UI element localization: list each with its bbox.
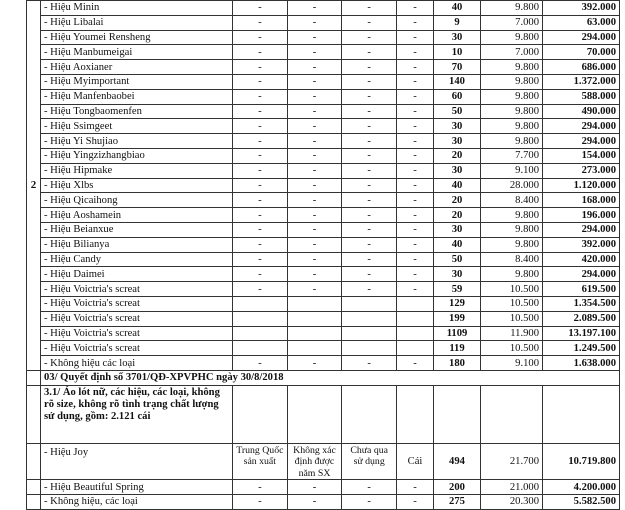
unit-cell: - bbox=[397, 134, 434, 149]
year-cell: - bbox=[287, 193, 342, 208]
unit-cell bbox=[397, 341, 434, 356]
item-name: - Hiệu Voictria's screat bbox=[41, 341, 233, 356]
unit-cell: - bbox=[397, 74, 434, 89]
year-cell: - bbox=[287, 60, 342, 75]
total-cell: 4.200.000 bbox=[543, 480, 620, 495]
total-cell: 196.000 bbox=[543, 208, 620, 223]
item-name: - Hiệu Aoxianer bbox=[41, 60, 233, 75]
year-cell bbox=[287, 326, 342, 341]
usage-cell bbox=[342, 326, 397, 341]
usage-cell: - bbox=[342, 60, 397, 75]
unit-price-cell: 7.000 bbox=[481, 15, 543, 30]
year-cell bbox=[287, 296, 342, 311]
unit-cell: - bbox=[397, 356, 434, 371]
item-name: - Không hiệu các loại bbox=[41, 356, 233, 371]
usage-cell: - bbox=[342, 30, 397, 45]
table-row bbox=[27, 495, 620, 510]
quantity-cell: 59 bbox=[434, 282, 481, 297]
origin-cell: - bbox=[233, 119, 288, 134]
quantity-cell: 140 bbox=[434, 74, 481, 89]
table-row bbox=[27, 104, 620, 119]
unit-cell: - bbox=[397, 282, 434, 297]
year-cell: - bbox=[287, 237, 342, 252]
unit-price-cell: 8.400 bbox=[481, 252, 543, 267]
unit-cell: - bbox=[397, 1, 434, 16]
year-cell: - bbox=[287, 356, 342, 371]
total-cell: 294.000 bbox=[543, 267, 620, 282]
quantity-cell: 10 bbox=[434, 45, 481, 60]
origin-cell: Trung Quốc sản xuất bbox=[233, 443, 288, 480]
year-cell: - bbox=[287, 134, 342, 149]
total-cell: 154.000 bbox=[543, 148, 620, 163]
subsection-description: 3.1/ Áo lót nữ, các hiệu, các loại, không rõ size, không rõ tình trạng chất lượng sử dụng, gồm: 2.121 cái bbox=[41, 385, 233, 443]
total-cell: 273.000 bbox=[543, 163, 620, 178]
total-cell: 619.500 bbox=[543, 282, 620, 297]
item-name: - Hiệu Libalai bbox=[41, 15, 233, 30]
total-cell: 1.249.500 bbox=[543, 341, 620, 356]
table-row bbox=[27, 134, 620, 149]
unit-cell: - bbox=[397, 480, 434, 495]
table-row bbox=[27, 267, 620, 282]
quantity-cell: 60 bbox=[434, 89, 481, 104]
item-name: - Hiệu Ssimgeet bbox=[41, 119, 233, 134]
unit-price-cell: 9.800 bbox=[481, 237, 543, 252]
unit-price-cell: 9.800 bbox=[481, 119, 543, 134]
origin-cell: - bbox=[233, 163, 288, 178]
origin-cell: - bbox=[233, 134, 288, 149]
unit-cell: - bbox=[397, 252, 434, 267]
origin-cell: - bbox=[233, 267, 288, 282]
total-cell: 63.000 bbox=[543, 15, 620, 30]
item-name: - Hiệu Beautiful Spring bbox=[41, 480, 233, 495]
item-name: - Hiệu Daimei bbox=[41, 267, 233, 282]
table-row bbox=[27, 45, 620, 60]
year-cell: - bbox=[287, 208, 342, 223]
total-cell: 70.000 bbox=[543, 45, 620, 60]
origin-cell: - bbox=[233, 480, 288, 495]
table-row bbox=[27, 30, 620, 45]
quantity-cell: 9 bbox=[434, 15, 481, 30]
item-name: - Hiệu Manfenbaobei bbox=[41, 89, 233, 104]
quantity-cell: 199 bbox=[434, 311, 481, 326]
total-cell: 686.000 bbox=[543, 60, 620, 75]
unit-price-cell: 9.800 bbox=[481, 208, 543, 223]
quantity-cell: 20 bbox=[434, 208, 481, 223]
blank-cell bbox=[397, 385, 434, 443]
usage-cell: - bbox=[342, 237, 397, 252]
year-cell: - bbox=[287, 178, 342, 193]
origin-cell: - bbox=[233, 15, 288, 30]
table-row bbox=[27, 341, 620, 356]
origin-cell: - bbox=[233, 282, 288, 297]
total-cell: 1.354.500 bbox=[543, 296, 620, 311]
year-cell: - bbox=[287, 30, 342, 45]
unit-price-cell: 9.800 bbox=[481, 134, 543, 149]
item-name: - Hiệu Tongbaomenfen bbox=[41, 104, 233, 119]
item-name: - Hiệu Beianxue bbox=[41, 222, 233, 237]
total-cell: 10.719.800 bbox=[543, 443, 620, 480]
year-cell: Không xác định được năm SX bbox=[287, 443, 342, 480]
table-row bbox=[27, 193, 620, 208]
usage-cell: - bbox=[342, 252, 397, 267]
unit-cell: - bbox=[397, 89, 434, 104]
total-cell: 13.197.100 bbox=[543, 326, 620, 341]
unit-cell: - bbox=[397, 208, 434, 223]
unit-price-cell: 8.400 bbox=[481, 193, 543, 208]
item-name: - Hiệu Joy bbox=[41, 443, 233, 480]
item-name: - Không hiệu, các loại bbox=[41, 495, 233, 510]
year-cell bbox=[287, 311, 342, 326]
origin-cell: - bbox=[233, 89, 288, 104]
origin-cell: - bbox=[233, 148, 288, 163]
total-cell: 392.000 bbox=[543, 1, 620, 16]
year-cell: - bbox=[287, 104, 342, 119]
item-name: - Hiệu Aoshamein bbox=[41, 208, 233, 223]
origin-cell: - bbox=[233, 60, 288, 75]
table-row bbox=[27, 296, 620, 311]
unit-price-cell: 10.500 bbox=[481, 341, 543, 356]
year-cell: - bbox=[287, 267, 342, 282]
total-cell: 294.000 bbox=[543, 134, 620, 149]
unit-price-cell: 9.100 bbox=[481, 163, 543, 178]
item-name: - Hiệu Youmei Rensheng bbox=[41, 30, 233, 45]
section-header-row bbox=[27, 370, 620, 385]
unit-price-cell: 10.500 bbox=[481, 282, 543, 297]
year-cell bbox=[287, 341, 342, 356]
quantity-cell: 30 bbox=[434, 119, 481, 134]
section-number: 2 bbox=[27, 1, 41, 371]
quantity-cell: 119 bbox=[434, 341, 481, 356]
item-name: - Hiệu Voictria's screat bbox=[41, 296, 233, 311]
item-name: - Hiệu Hipmake bbox=[41, 163, 233, 178]
unit-price-cell: 9.800 bbox=[481, 30, 543, 45]
subsection-row bbox=[27, 385, 620, 443]
year-cell: - bbox=[287, 1, 342, 16]
origin-cell: - bbox=[233, 178, 288, 193]
unit-cell: - bbox=[397, 45, 434, 60]
origin-cell bbox=[233, 296, 288, 311]
table-row bbox=[27, 326, 620, 341]
unit-cell: - bbox=[397, 104, 434, 119]
usage-cell: - bbox=[342, 89, 397, 104]
origin-cell bbox=[233, 326, 288, 341]
quantity-cell: 30 bbox=[434, 30, 481, 45]
quantity-cell: 1109 bbox=[434, 326, 481, 341]
unit-cell bbox=[397, 326, 434, 341]
origin-cell: - bbox=[233, 495, 288, 510]
unit-cell: - bbox=[397, 148, 434, 163]
quantity-cell: 30 bbox=[434, 222, 481, 237]
usage-cell: - bbox=[342, 267, 397, 282]
total-cell: 1.120.000 bbox=[543, 178, 620, 193]
quantity-cell: 70 bbox=[434, 60, 481, 75]
quantity-cell: 30 bbox=[434, 134, 481, 149]
unit-cell: - bbox=[397, 119, 434, 134]
year-cell: - bbox=[287, 480, 342, 495]
unit-cell: - bbox=[397, 30, 434, 45]
origin-cell bbox=[233, 341, 288, 356]
item-name: - Hiệu Myimportant bbox=[41, 74, 233, 89]
item-name: - Hiệu Xlbs bbox=[41, 178, 233, 193]
table-row bbox=[27, 15, 620, 30]
item-name: - Hiệu Minin bbox=[41, 1, 233, 16]
usage-cell: - bbox=[342, 45, 397, 60]
origin-cell bbox=[233, 311, 288, 326]
unit-price-cell: 9.800 bbox=[481, 74, 543, 89]
section-header: 03/ Quyết định số 3701/QĐ-XPVPHC ngày 30/8/2018 bbox=[41, 370, 620, 385]
usage-cell bbox=[342, 296, 397, 311]
unit-cell: - bbox=[397, 237, 434, 252]
usage-cell: - bbox=[342, 495, 397, 510]
unit-price-cell: 9.800 bbox=[481, 222, 543, 237]
quantity-cell: 40 bbox=[434, 237, 481, 252]
quantity-cell: 129 bbox=[434, 296, 481, 311]
usage-cell: - bbox=[342, 178, 397, 193]
origin-cell: - bbox=[233, 237, 288, 252]
table-row bbox=[27, 237, 620, 252]
total-cell: 588.000 bbox=[543, 89, 620, 104]
inventory-table bbox=[26, 0, 620, 510]
blank-cell bbox=[27, 495, 41, 510]
quantity-cell: 50 bbox=[434, 252, 481, 267]
origin-cell: - bbox=[233, 222, 288, 237]
usage-cell: - bbox=[342, 193, 397, 208]
table-row bbox=[27, 163, 620, 178]
unit-cell: - bbox=[397, 60, 434, 75]
item-name: - Hiệu Bilianya bbox=[41, 237, 233, 252]
quantity-cell: 180 bbox=[434, 356, 481, 371]
year-cell: - bbox=[287, 163, 342, 178]
unit-price-cell: 7.700 bbox=[481, 148, 543, 163]
table-row bbox=[27, 89, 620, 104]
unit-price-cell: 9.100 bbox=[481, 356, 543, 371]
total-cell: 294.000 bbox=[543, 30, 620, 45]
origin-cell: - bbox=[233, 252, 288, 267]
usage-cell: - bbox=[342, 104, 397, 119]
usage-cell: - bbox=[342, 282, 397, 297]
year-cell: - bbox=[287, 222, 342, 237]
usage-cell: - bbox=[342, 356, 397, 371]
unit-cell: - bbox=[397, 222, 434, 237]
table-row bbox=[27, 222, 620, 237]
origin-cell: - bbox=[233, 74, 288, 89]
table-row bbox=[27, 60, 620, 75]
blank-cell bbox=[287, 385, 342, 443]
unit-price-cell: 10.500 bbox=[481, 311, 543, 326]
origin-cell: - bbox=[233, 30, 288, 45]
unit-cell bbox=[397, 311, 434, 326]
usage-cell: - bbox=[342, 163, 397, 178]
unit-price-cell: 28.000 bbox=[481, 178, 543, 193]
item-name: - Hiệu Voictria's screat bbox=[41, 282, 233, 297]
usage-cell: - bbox=[342, 74, 397, 89]
quantity-cell: 20 bbox=[434, 193, 481, 208]
quantity-cell: 275 bbox=[434, 495, 481, 510]
table-row bbox=[27, 208, 620, 223]
quantity-cell: 50 bbox=[434, 104, 481, 119]
unit-cell bbox=[397, 296, 434, 311]
item-name: - Hiệu Qicaihong bbox=[41, 193, 233, 208]
usage-cell: - bbox=[342, 134, 397, 149]
origin-cell: - bbox=[233, 356, 288, 371]
unit-price-cell: 21.000 bbox=[481, 480, 543, 495]
usage-cell: - bbox=[342, 15, 397, 30]
table-row bbox=[27, 1, 620, 16]
total-cell: 294.000 bbox=[543, 222, 620, 237]
usage-cell bbox=[342, 341, 397, 356]
unit-price-cell: 11.900 bbox=[481, 326, 543, 341]
blank-cell bbox=[543, 385, 620, 443]
origin-cell: - bbox=[233, 104, 288, 119]
usage-cell: - bbox=[342, 222, 397, 237]
item-name: - Hiệu Candy bbox=[41, 252, 233, 267]
quantity-cell: 40 bbox=[434, 1, 481, 16]
unit-cell: - bbox=[397, 267, 434, 282]
unit-price-cell: 20.300 bbox=[481, 495, 543, 510]
table-row bbox=[27, 311, 620, 326]
unit-price-cell: 9.800 bbox=[481, 60, 543, 75]
year-cell: - bbox=[287, 15, 342, 30]
year-cell: - bbox=[287, 252, 342, 267]
unit-price-cell: 9.800 bbox=[481, 89, 543, 104]
table-row bbox=[27, 119, 620, 134]
total-cell: 168.000 bbox=[543, 193, 620, 208]
unit-cell: Cái bbox=[397, 443, 434, 480]
table-row bbox=[27, 356, 620, 371]
blank-cell bbox=[342, 385, 397, 443]
table-row bbox=[27, 252, 620, 267]
blank-cell bbox=[27, 385, 41, 443]
origin-cell: - bbox=[233, 193, 288, 208]
quantity-cell: 30 bbox=[434, 163, 481, 178]
usage-cell bbox=[342, 311, 397, 326]
year-cell: - bbox=[287, 495, 342, 510]
table-row bbox=[27, 480, 620, 495]
total-cell: 2.089.500 bbox=[543, 311, 620, 326]
usage-cell: - bbox=[342, 1, 397, 16]
unit-cell: - bbox=[397, 495, 434, 510]
unit-price-cell: 9.800 bbox=[481, 1, 543, 16]
total-cell: 294.000 bbox=[543, 119, 620, 134]
quantity-cell: 494 bbox=[434, 443, 481, 480]
usage-cell: - bbox=[342, 119, 397, 134]
blank-cell bbox=[434, 385, 481, 443]
total-cell: 420.000 bbox=[543, 252, 620, 267]
year-cell: - bbox=[287, 282, 342, 297]
item-name: - Hiệu Voictria's screat bbox=[41, 326, 233, 341]
unit-price-cell: 10.500 bbox=[481, 296, 543, 311]
quantity-cell: 40 bbox=[434, 178, 481, 193]
year-cell: - bbox=[287, 45, 342, 60]
unit-price-cell: 21.700 bbox=[481, 443, 543, 480]
item-name: - Hiệu Yingzizhangbiao bbox=[41, 148, 233, 163]
blank-cell bbox=[27, 370, 41, 385]
origin-cell: - bbox=[233, 208, 288, 223]
blank-cell bbox=[27, 443, 41, 480]
total-cell: 392.000 bbox=[543, 237, 620, 252]
unit-cell: - bbox=[397, 15, 434, 30]
blank-cell bbox=[27, 480, 41, 495]
total-cell: 1.638.000 bbox=[543, 356, 620, 371]
total-cell: 5.582.500 bbox=[543, 495, 620, 510]
usage-cell: Chưa qua sử dụng bbox=[342, 443, 397, 480]
item-name: - Hiệu Voictria's screat bbox=[41, 311, 233, 326]
year-cell: - bbox=[287, 119, 342, 134]
origin-cell: - bbox=[233, 1, 288, 16]
item-name: - Hiệu Manbumeigai bbox=[41, 45, 233, 60]
item-name: - Hiệu Yi Shujiao bbox=[41, 134, 233, 149]
total-cell: 490.000 bbox=[543, 104, 620, 119]
table-row bbox=[27, 148, 620, 163]
blank-cell bbox=[233, 385, 288, 443]
quantity-cell: 20 bbox=[434, 148, 481, 163]
usage-cell: - bbox=[342, 208, 397, 223]
year-cell: - bbox=[287, 74, 342, 89]
usage-cell: - bbox=[342, 148, 397, 163]
unit-cell: - bbox=[397, 163, 434, 178]
unit-cell: - bbox=[397, 178, 434, 193]
quantity-cell: 30 bbox=[434, 267, 481, 282]
year-cell: - bbox=[287, 148, 342, 163]
total-cell: 1.372.000 bbox=[543, 74, 620, 89]
origin-cell: - bbox=[233, 45, 288, 60]
unit-price-cell: 7.000 bbox=[481, 45, 543, 60]
table-row bbox=[27, 74, 620, 89]
table-row bbox=[27, 443, 620, 480]
blank-cell bbox=[481, 385, 543, 443]
unit-price-cell: 9.800 bbox=[481, 267, 543, 282]
year-cell: - bbox=[287, 89, 342, 104]
table-row bbox=[27, 178, 620, 193]
quantity-cell: 200 bbox=[434, 480, 481, 495]
unit-price-cell: 9.800 bbox=[481, 104, 543, 119]
unit-cell: - bbox=[397, 193, 434, 208]
table-row bbox=[27, 282, 620, 297]
usage-cell: - bbox=[342, 480, 397, 495]
